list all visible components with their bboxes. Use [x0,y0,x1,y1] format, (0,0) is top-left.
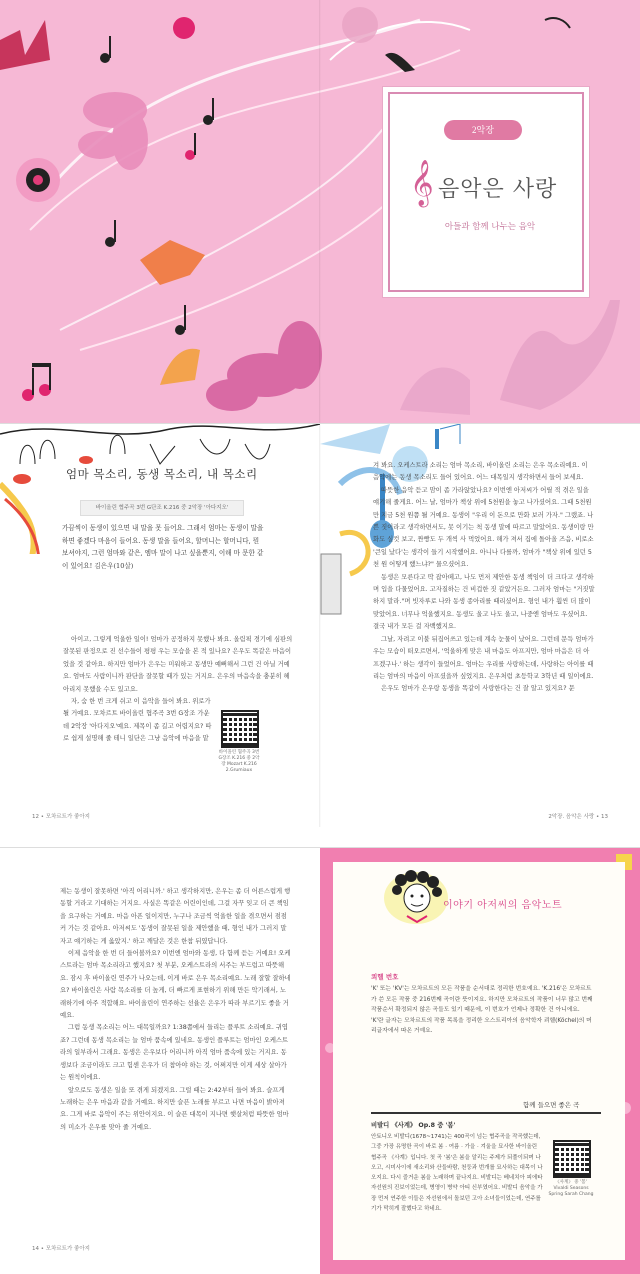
qr-caption: 바이올린 협주곡 3번 G장조 K.216 중 2악장 Mozart K.216 2.Grumiaux [218,750,260,773]
paragraph: 앞으로도 동생은 일을 또 겪게 되겠지요. 그럴 때는 2:42부터 들어 봐요. 슬프게 노래하는 은우 마음과 같을 거예요. 하지만 슬픈 노래를 부르고 나면 마음이 밝아져요. 그게 바로 음악이 주는 위안이지요. 이 슬픈 대목이 지나면 햇살처럼 따뜻한 엄마의 미소가 은우를 맞아 줄 거예요. [60,1086,289,1131]
piece-text: 안토니오 비발디(1678~1741)는 400곡이 넘는 협주곡을 작곡했는데, 그중 가장 유명한 곡이 바로 봄 · 여름 · 가을 · 겨울을 묘사한 바이올린 협주곡 《사계》입니다. 첫 곡 '봄'은 봄을 알리는 주제가 되풀이되며 나오고, 시미사이에 새소리와 산들바람, 천둥과 번개를 묘사하는 대목이 나오지요. 다시 즐거운 봄을 노래하며 끝나지요. 비발디는 베네치아 피에타 자선원의 진보이었는데, 병영이 병약 아티 신부였어요. 비발디 음악을 가장 먼저 연주한 이들은 자선원에서 돌보던 고아 소녀들이었는데, 연주를 기가 막히게 잘했다고 하네요. [371,1134,543,1213]
child-name: 김은우(10살) [94,561,134,570]
chapter-opener-spread [0,0,640,423]
qr-code[interactable] [553,1140,591,1178]
child-note-text: 가끔씩이 동생이 있으면 내 말을 못 들어요. 그래서 엄마는 동생이 말을 하면 좋겠다 마음이 들어요. 동생 말을 들어요, 할머니는 할머니다, 뭔 보셔야지, 그런 엄마와 같은, 엠마 말이 나고 싶을뿐지, 이해 마 문한 같이 있어요! [62,524,264,570]
paragraph: 그날, 자려고 이불 뒤집어쓰고 있는데 계속 눈물이 났어요. 그런데 문득 엄마가 우는 모습이 떠오르면서, '억울하게 맞은 내 마음도 아프지만, 엄마 마음은 더 아프겠구나.' 하는 생각이 들었어요. 엄마는 우리를 사랑하는데, 사랑하는 아이를 때리는 엄마의 마음이 아프셨을까 싶었지요. 은우처럼 초등학교 3학년 때 일이에요. [373,635,594,680]
paragraph: 이제 음악을 한 번 더 들어볼까요? 이번엔 엄마와 동생, 다 함께 듣는 거예요! 오케스트라는 엄마 목소리라고 했지요? 첫 부분, 오케스트라의 서주는 부드럽고 따뜻해요. 잠시 후 바이올린 연주가 나오는데, 이게 바로 은우 목소리예요. 노래 잘할 잘하네요? 바이올린은 사람 목소리를 더 높게, 더 빠르게 표현하기 위해 만든 악기래서, 노래하기에 아주 적합해요. 바이올린이 연주하는 선율은 은우가 따라 부르기도 좋을 거예요. [60,950,291,1020]
paragraph: 자, 숨 한 번 크게 쉬고 이 음악을 들어 봐요. 위로가 될 거예요. 모차르트 바이올린 협주곡 3번 G장조 가운데 2악장 '아다지오'예요. 제목이 좀 길고 어렵지요? 따로 쉽게 설명해 줄 테니 일단은 그냥 음악에 마음을 맡 [63,698,212,743]
paragraph: 아이고, 그렇게 억울한 일이! 엄마가 공정하지 못했나 봐요. 올림픽 경기에 심판의 잘못된 판정으로 진 선수들이 평평 우는 모습을 본 적 있나요? 은우도 똑같은 마음이었을 것 같아요. 하지만 엄마가 은우는 미워하고 동생만 예뻐해서 그런 건 아닐 거예요. 엄마도 사람이니까 판단을 잘못할 때가 있는 거지요. 은우의 마음속을 충분히 헤아리지 못했을 수도 있고요. [63,636,293,693]
qr-code[interactable] [221,710,259,748]
page-number-right: 2악장. 음악은 사랑 • 13 [548,814,608,820]
text-spread-14-15 [0,847,640,1274]
chapter-subtitle: 아들과 함께 나누는 음악 [444,222,536,232]
section-heading: 엄마 목소리, 동생 목소리, 내 목소리 [66,467,258,481]
left-page-body [60,886,292,1134]
page-number-left: 12 • 모차르트가 좋아지 [32,814,90,820]
note-title: 이야기 아저씨의 음악노트 [443,900,563,911]
left-page-body [63,634,295,746]
paragraph: 그럼 동생 목소리는 어느 대목일까요? 1:38쯤에서 들리는 플루트 소리예요. 귀엽죠? 그런데 동생 목소리는 늘 엄마 품속에 있네요. 동생인 플루트는 엄마인 오케스트라의 일부라서 그래요. 동생은 은우보다 어리니까 아직 엄마 품속에 있는 거지요. 동생보다 조금이라도 크고 힘센 은우가 더 참아야 하는 것, 어쩌지만 이게 세상 살아가는 원칙이에요. [60,1024,289,1082]
music-note-card [333,862,625,1260]
page-number-left: 14 • 모차르트가 좋아지 [32,1246,90,1252]
right-page-body [373,460,595,696]
chapter-badge: 2악장 [444,120,522,140]
koechel-heading: 쾨헬 번호 [371,973,399,981]
qr-caption: 《사계》 중 '봄' Vivaldi Seasons Spring Sarah Chang [548,1180,594,1197]
treble-clef-icon: 𝄞 [410,160,434,206]
chapter-title: 음악은 사랑 [438,177,558,202]
paragraph: 따뜻한 음악 듣고 맘이 좀 가라앉았나요? 이번엔 아저씨가 어릴 적 겪은 일을 얘기해 줄게요. 어느 날, 엄마가 책상 위에 5천원을 놓고 나가셨어요. 그때 5천원만 지금 5천 원쯤 될 거예요. 동생이 "우리 이 돈으로 만화 보러 가자." 그랬죠. 나쁜 짓이라고 생각하면서도, 못 이기는 척 동생 말에 따르고 말았어요. 동생이랑 만화도 실컷 보고, 짠빵도 두 개씩 사 먹었어요. 해가 져서 집에 돌아올 즈음, 비로소 '큰일 났다'는 생각이 들기 시작했어요. 아니나 다를까, 엄마가 "책상 위에 있던 5천 원 어떻게 했느냐?" 물으셨어요. [373,486,594,569]
piece-label: 바이올린 협주곡 3번 G단조 K.216 중 2악장 '아다지오' [80,500,244,516]
piece-title: 비발디 《사계》 Op.8 중 '봄' [371,1122,456,1129]
listen-heading: 함께 들으면 좋은 곡 [523,1101,580,1109]
child-note [62,522,264,572]
koechel-text: 'K' 또는 'KV'는 모차르트의 모든 작품을 순서대로 정리한 번호예요. 'K.216'은 모차르트가 쓴 모든 작품 중 216번째 곡이란 뜻이지요. 하지만 모차르트의 작품이 너무 많고 번째 작품순서 확정되지 않은 곡들도 있기 때문에, 이 번호가 언제나 정확한 건 아니에요. 'K'란 글자는 모차르트의 작품 목록을 정리한 오스트리아의 음악학자 쾨헬(Köchel)의 머리글자에서 따온 거예요. [371,986,593,1034]
spine-gutter [319,424,321,827]
paragraph: 동생은 모른다고 딱 잡아떼고, 나도 먼저 제안한 동생 책임이 더 크다고 생각하며 입을 다물었어요. 고자질하는 건 비겁한 짓 같았거든요. 그러자 엄마는 "거짓말 하지 말라."며 빗자루로 나와 동생 종아리를 때리셨어요. 형인 내가 훨씬 더 많이 맞았어요. 너무나 억울했지요. 동생도 울고 나도 울고, 나중엔 엄마도 우셨어요. 결국 내가 모든 걸 자백했지요. [373,573,595,631]
spine-gutter [319,0,321,423]
chapter-title-card [388,92,584,292]
listen-divider [371,1112,601,1114]
uncle-portrait-icon [381,868,451,928]
text-spread-12-13 [0,423,640,827]
paragraph: 은우도 엄마가 은우랑 동생을 똑같이 사랑한다는 건 잘 알고 있지요? 문 [381,685,575,693]
paragraph: 겨 봐요. 오케스트라 소리는 엄마 목소리, 바이올린 소리는 은우 목소리예요. 이 음악에는 동생 목소리도 들어 있어요. 어느 대목일지 생각하면서 들어 보세요. [373,462,588,482]
paragraph: 제는 동생이 잘못하면 '아직 어리니까.' 하고 생각하지만, 은우는 좀 더 어른스럽게 행동할 거라고 기대하는 거지요. 사실은 똑같은 어린이인데, 그걸 자꾸 잊고 더 큰 책임을 요구하는 거예요. 마음 아픈 일이지만, 누구나 조금씩 억울한 일을 겪으면서 점점 커 가는 것 같아요. 아저씨도 '동생이 잘못된 일을 제안했을 때, 형인 내가 그러지 말자고 얘기하는 게 옳았지.' 하고 깨달은 것은 한참 뒤였답니다. [60,888,291,945]
